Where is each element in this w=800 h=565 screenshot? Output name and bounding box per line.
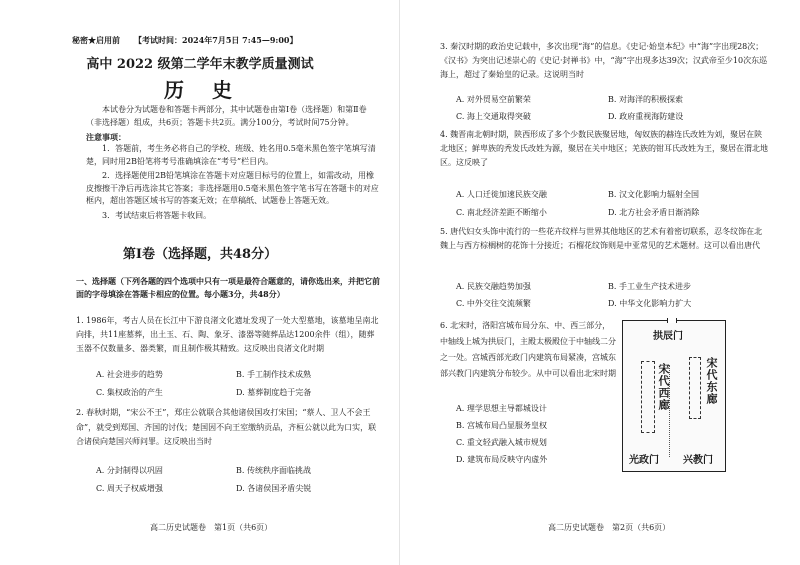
q4-option-d[interactable]: D. 北方社会矛盾日渐消除 bbox=[608, 208, 700, 217]
q6-option-c[interactable]: C. 重文轻武融入城市规划 bbox=[456, 438, 547, 447]
q1-option-d[interactable]: D. 墓葬制度趋于完备 bbox=[236, 388, 312, 397]
page-footer-right: 高二历史试题卷 第2页（共6页） bbox=[548, 523, 671, 532]
q2-options-row1 bbox=[96, 465, 311, 477]
q2-option-b[interactable]: B. 传统秩序面临挑战 bbox=[236, 466, 311, 475]
q2-option-d[interactable]: D. 各诸侯国矛盾尖锐 bbox=[236, 484, 312, 493]
q5-option-d[interactable]: D. 中华文化影响力扩大 bbox=[608, 299, 692, 308]
q6-option-d[interactable]: D. 建筑布局反映守内虚外 bbox=[456, 455, 548, 464]
q3-options-row1 bbox=[456, 94, 683, 106]
q5-options-row1 bbox=[456, 281, 691, 293]
notes-title: 注意事项： bbox=[86, 132, 126, 142]
exam-time: 【考试时间：2024年7月5日 7:45—9:00】 bbox=[134, 35, 298, 45]
q3-options-row2 bbox=[456, 111, 683, 123]
section-title: 第Ⅰ卷（选择题，共48分） bbox=[122, 247, 278, 262]
q2-stem: 2. 春秋时期，“宋公不王”，郑庄公就联合其他诸侯国攻打宋国；“蔡人、卫人不会王命”，就受到郑国、齐国的讨伐；楚国因不向王室缴纳贡品，齐桓公就以此为口实，联合诸侯向楚国兴师问罪。这反映出当时 bbox=[76, 408, 377, 446]
west-hall-label: 宋代西廊 bbox=[657, 363, 670, 411]
subject-title: 历 史 bbox=[164, 78, 236, 102]
q6-options bbox=[456, 400, 616, 468]
q2-option-c[interactable]: C. 周天子权威增强 bbox=[96, 484, 163, 493]
q6-stem: 6. 北宋时，洛阳宫城布局分东、中、西三部分，中轴线上城为拱辰门，主殿太极殿位于中轴线二分之一处。宫城西部光政门内建筑布局紧凑，宫城东部兴教门内建筑分布较少。从中可以看出北宋时期 bbox=[440, 321, 616, 378]
q1-option-c[interactable]: C. 集权政治的产生 bbox=[96, 388, 163, 397]
q2-option-a[interactable]: A. 分封制得以巩固 bbox=[96, 466, 163, 475]
q4-stem: 4. 魏晋南北朝时期，陕西形成了多个少数民族聚居地，匈奴族的赫连氏改姓为刘，聚居在陕北地区；鲜卑族的秃发氏改姓为源，聚居在关中地区；羌族的钳耳氏改姓为王，聚居在渭北地区。这反映了 bbox=[440, 130, 768, 167]
q5-option-c[interactable]: C. 中外交往交流频繁 bbox=[456, 299, 531, 308]
q1-options-row1 bbox=[96, 369, 311, 381]
q1-option-a[interactable]: A. 社会进步的趋势 bbox=[96, 370, 163, 379]
q4-options-row1 bbox=[456, 189, 699, 201]
q6-option-a[interactable]: A. 理学思想主导都城设计 bbox=[456, 404, 547, 413]
north-gate-marker bbox=[667, 318, 677, 323]
q6-option-b[interactable]: B. 宫城布局凸显服务皇权 bbox=[456, 421, 547, 430]
note-2: 2．选择题使用2B铅笔填涂在答题卡对应题目标号的位置上，如需改动，用橡皮擦擦干净后再选涂其它答案；非选择题用0.5毫米黑色签字笔书写在答题卡的对应框内，超出答题区域书写的答案无效；在草稿纸、试题卷上答题无效。 bbox=[86, 171, 379, 205]
q5-option-a[interactable]: A. 民族交融趋势加强 bbox=[456, 282, 531, 291]
q1-stem: 1. 1986年，考古人员在长江中下游良渚文化遗址发现了一处大型墓地，该墓地呈南北向排，共11座墓葬，出土玉、石、陶、象牙、漆器等随葬品达1200余件（组），随葬玉器不仅数量多、器类繁，而且制作极其精致。这反映出良渚文化时期 bbox=[76, 316, 379, 353]
note-1: 1．答题前，考生务必将自己的学校、班级、姓名用0.5毫米黑色签字笔填写清楚，同时用2B铅笔将考号准确填涂在“考号”栏目内。 bbox=[86, 144, 376, 166]
q1-option-b[interactable]: B. 手工制作技术成熟 bbox=[236, 370, 311, 379]
q4-options-row2 bbox=[456, 207, 699, 219]
gate-xingjiao-label: 兴教门 bbox=[683, 455, 713, 466]
q5-option-b[interactable]: B. 手工业生产技术进步 bbox=[608, 282, 691, 291]
west-hall-outline bbox=[641, 361, 655, 433]
mc-instruction: 一、选择题（下列各题的四个选项中只有一项是最符合题意的，请你选出来，并把它前面的字母填涂在答题卡相应的位置。每小题3分，共48分） bbox=[76, 276, 380, 299]
q3-option-a[interactable]: A. 对外贸易空前繁荣 bbox=[456, 95, 531, 104]
right-page bbox=[400, 0, 800, 565]
gate-guangzheng-label: 光政门 bbox=[629, 455, 659, 466]
q3-option-c[interactable]: C. 海上交通取得突破 bbox=[456, 112, 531, 121]
q4-option-b[interactable]: B. 汉文化影响力辐射全国 bbox=[608, 190, 699, 199]
q5-options-row2 bbox=[456, 298, 691, 310]
east-hall-label: 宋代东廊 bbox=[705, 357, 718, 405]
note-3: 3．考试结束后将答题卡收回。 bbox=[102, 211, 212, 220]
q4-option-c[interactable]: C. 南北经济差距不断缩小 bbox=[456, 208, 547, 217]
page-footer-left: 高二历史试题卷 第1页（共6页） bbox=[150, 523, 273, 532]
exam-title: 高中 2022 级第二学年末教学质量测试 bbox=[86, 57, 314, 72]
q4-option-a[interactable]: A. 人口迁徙加速民族交融 bbox=[456, 190, 547, 199]
q1-options-row2 bbox=[96, 387, 311, 399]
palace-layout-diagram bbox=[622, 320, 726, 472]
q2-options-row2 bbox=[96, 483, 311, 495]
intro-paragraph: 本试卷分为试题卷和答题卡两部分，其中试题卷由第Ⅰ卷（选择题）和第Ⅱ卷（非选择题）组成，共6页；答题卡共2页。满分100分，考试时间75分钟。 bbox=[86, 105, 367, 127]
east-hall-outline bbox=[689, 357, 701, 419]
q3-option-b[interactable]: B. 对海洋的积极探索 bbox=[608, 95, 683, 104]
q3-option-d[interactable]: D. 政府重视海防建设 bbox=[608, 112, 684, 121]
q3-stem: 3. 秦汉时期的政治史记载中，多次出现“海”的信息。《史记·始皇本纪》中“海”字出现28次；《汉书》为突出记述崇心的《史记·封禅书》中，“海”字出现多达39次；汉武帝至少10次东巡海上，超过了秦始皇的记录。这说明当时 bbox=[440, 42, 768, 79]
central-axis-line bbox=[669, 365, 676, 457]
secret-mark: 秘密★启用前 bbox=[72, 35, 120, 45]
q5-stem: 5. 唐代妇女头饰中流行的一些花卉纹样与世界其他地区的艺术有着密切联系，忍冬纹饰在北魏上与西方棕榈树的花饰十分接近；石榴花纹饰则是中亚常见的艺术题材。这可以看出唐代 bbox=[440, 227, 763, 250]
gate-gongchen-label: 拱辰门 bbox=[653, 331, 683, 342]
